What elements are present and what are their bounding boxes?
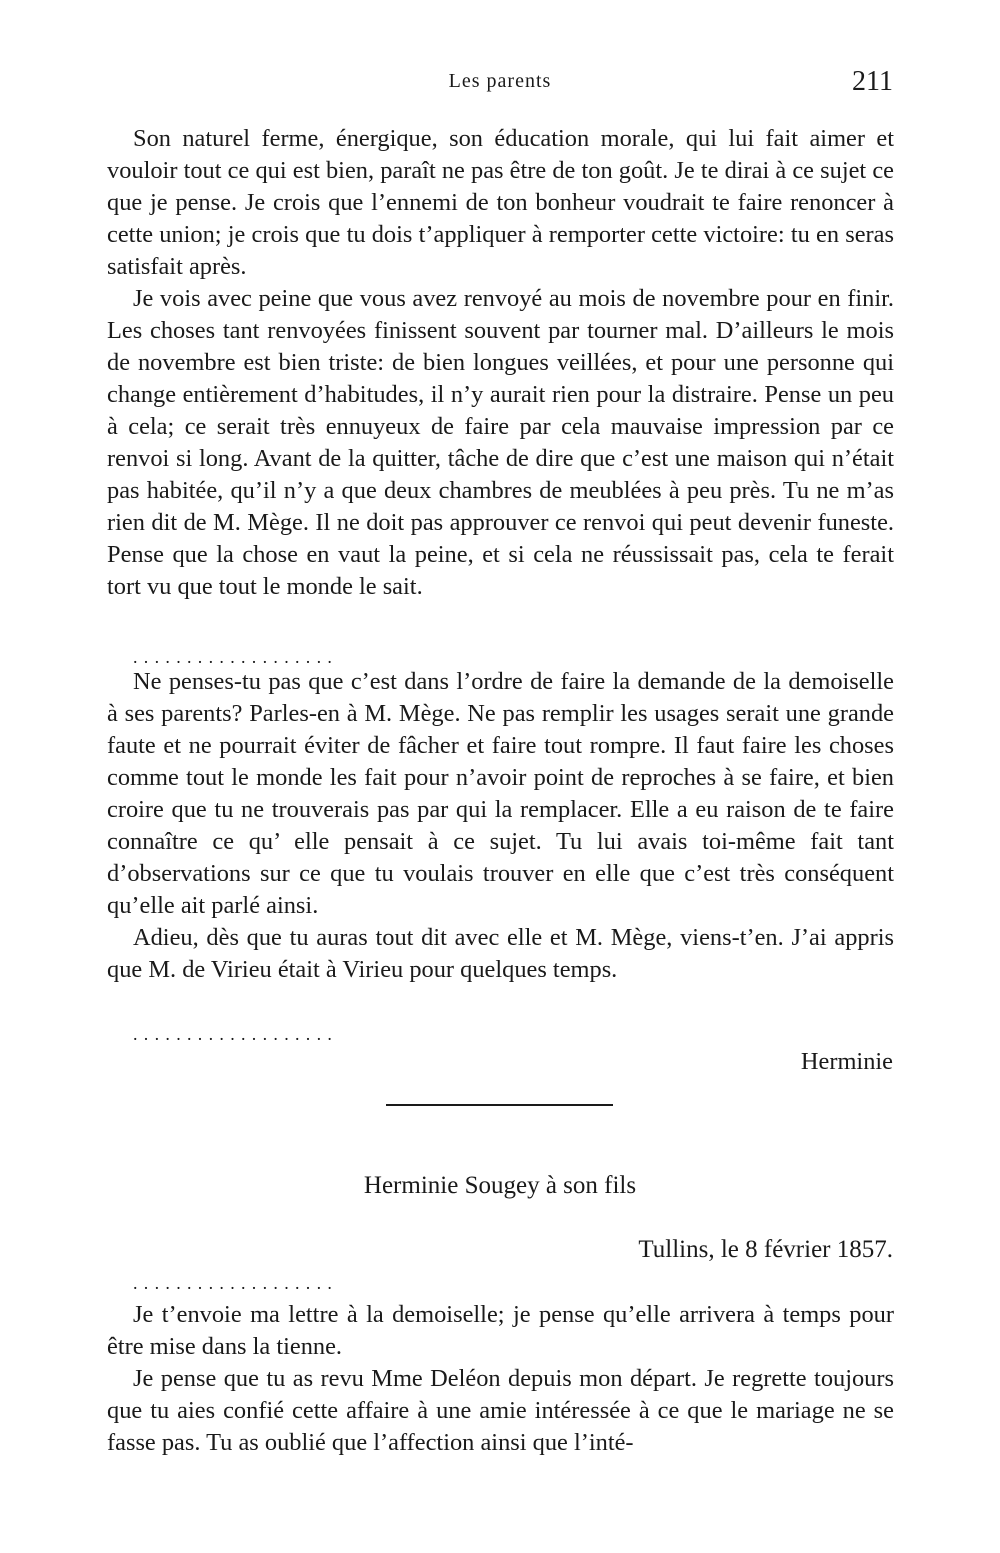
paragraph: Adieu, dès que tu auras tout dit avec elle et M. Mège, viens-t’en. J’ai appris que M. de Virieu était à Virieu pour quelques temps. [107, 924, 894, 983]
page-number: 211 [852, 66, 893, 97]
section-divider [386, 1104, 613, 1106]
paragraph: Je t’envoie ma lettre à la demoiselle; je pense qu’elle arrivera à temps pour être mise dans la tienne. [107, 1301, 894, 1360]
paragraph: Ne penses-tu pas que c’est dans l’ordre de faire la demande de la demoiselle à ses parents? Parles-en à M. Mège. Ne pas remplir les usages serait une grande faute et ne pourrait éviter de fâcher et faire tout rompre. Il faut faire les choses comme tout le monde les fait pour n’avoir point de reproches à se faire, et bien croire que tu ne trouverais pas par qui la remplacer. Elle a eu raison de te faire connaître ce qu’ elle pensait à ce sujet. Tu lui avais toi-même fait tant d’observations sur ce que tu voulais trouver en elle que c’est très conséquent qu’elle ait parlé ainsi. [107, 668, 894, 919]
text-block-2 [107, 666, 894, 986]
paragraph: Son naturel ferme, énergique, son éducation morale, qui lui fait aimer et vouloir tout ce qui est bien, paraît ne pas être de ton goût. Je te dirai à ce sujet ce que je pense. Je crois que l’ennemi de ton bonheur voudrait te faire renoncer à cette union; je crois que tu dois t’appliquer à remporter cette victoire: tu en seras satisfait après. [107, 125, 894, 280]
ellipsis-separator: ................... [133, 1024, 339, 1044]
paragraph: Je vois avec peine que vous avez renvoyé au mois de novembre pour en finir. Les choses tant renvoyées finissent souvent par tourner mal. D’ailleurs le mois de novembre est bien triste: de bien longues veillées, et pour une personne qui change entièrement d’habitudes, il n’y aurait rien pour la distraire. Pense un peu à cela; ce serait très ennuyeux de faire par cela mauvaise impression par ce renvoi si long. Avant de la quitter, tâche de dire que c’est une maison qui n’était pas habitée, qu’il n’y a que deux chambres de meublées à peu près. Tu ne m’as rien dit de M. Mège. Il ne doit pas approuver ce renvoi qui peut devenir funeste. Pense que la chose en vaut la peine, et si cela ne réussissait pas, cela te ferait tort vu que tout le monde le sait. [107, 285, 894, 600]
letter-heading: Herminie Sougey à son fils [363, 1172, 637, 1199]
paragraph: Je pense que tu as revu Mme Deléon depuis mon départ. Je regrette toujours que tu aies confié cette affaire à une amie intéressée à ce que le mariage ne se fasse pas. Tu as oublié que l’affection ainsi que l’inté- [107, 1365, 894, 1456]
text-block-3 [107, 1299, 894, 1459]
running-title: Les parents [448, 70, 552, 92]
ellipsis-separator: ................... [133, 647, 339, 667]
text-block-1 [107, 123, 894, 603]
running-header [0, 66, 1000, 96]
letter-date: Tullins, le 8 février 1857. [638, 1236, 893, 1263]
ellipsis-separator: ................... [133, 1273, 339, 1293]
signature: Herminie [800, 1048, 893, 1075]
